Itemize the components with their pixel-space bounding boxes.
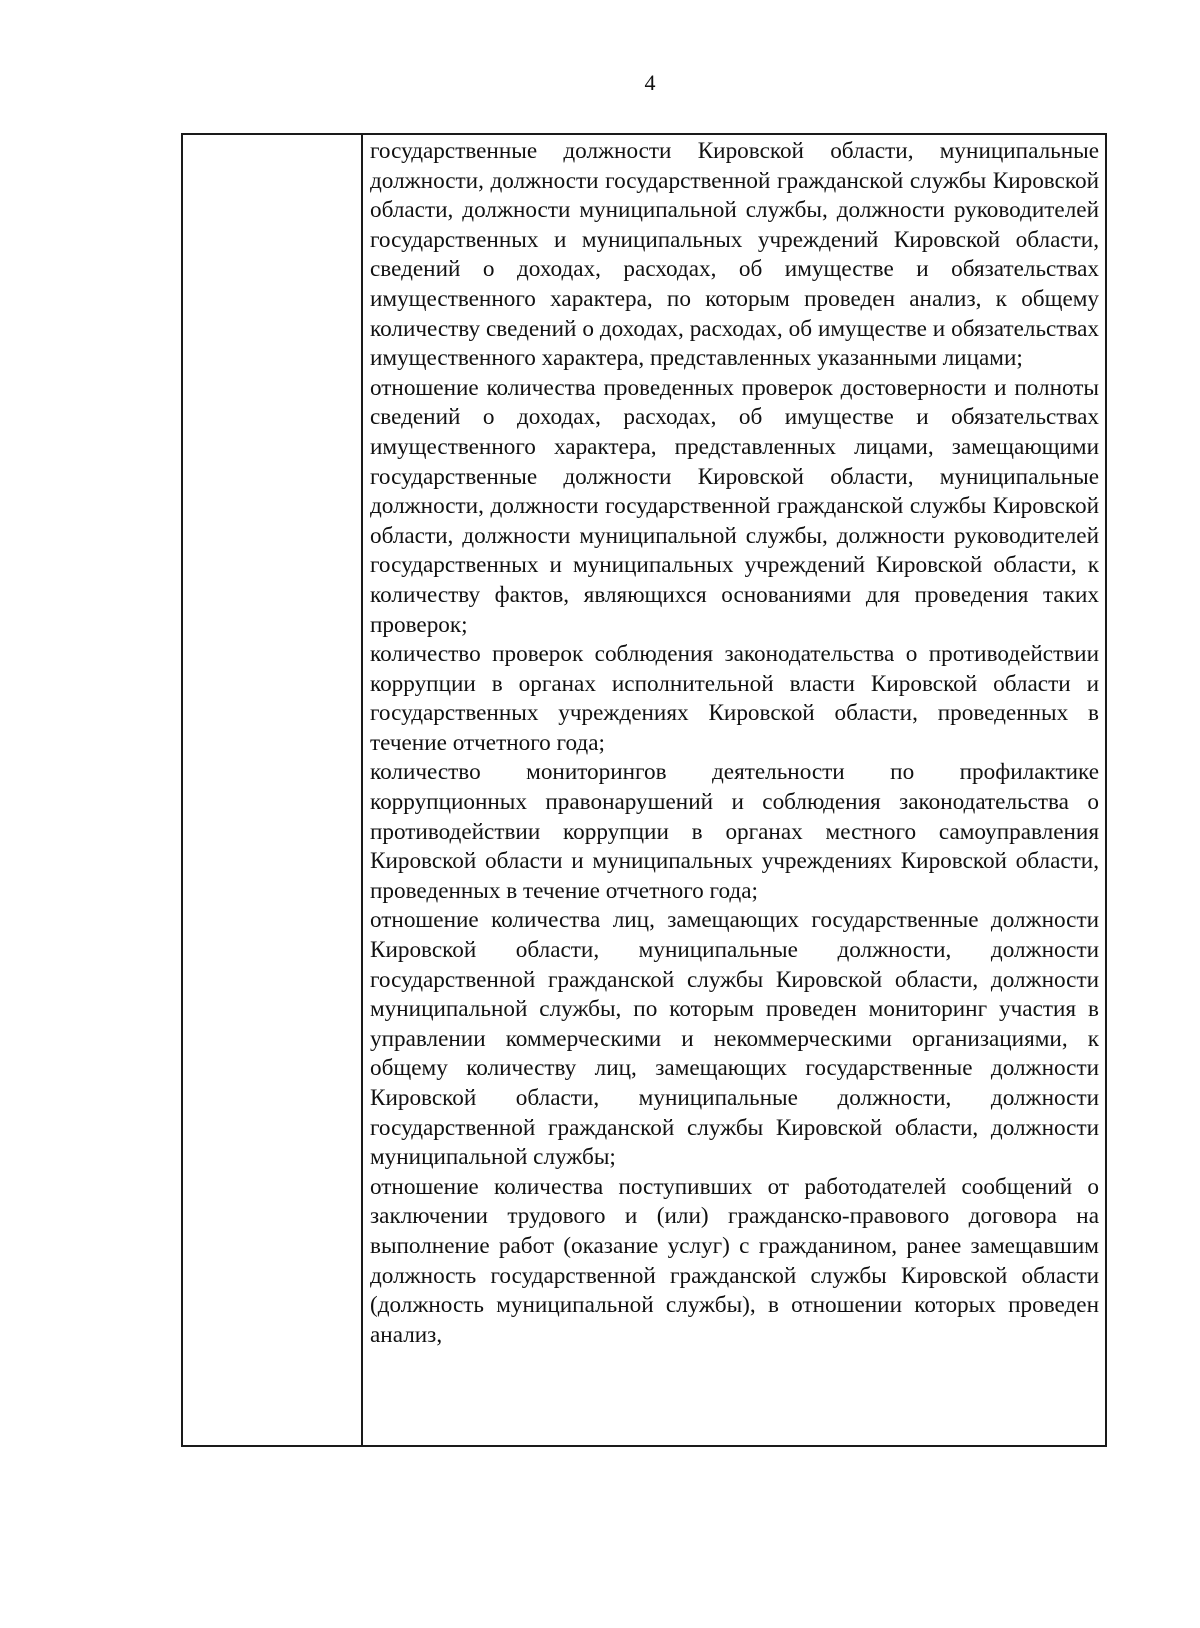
document-table — [181, 133, 1107, 1447]
indicator-paragraph: отношение количества поступивших от работодателей сообщений о заключении трудового и (или) гражданско-правового договора на выполнение работ (оказание услуг) с гражданином, ранее замещавшим должность государственной гражданской службы Кировской области (должность муниципальной службы), в отношении которых проведен анализ, — [370, 1173, 1099, 1348]
indicator-paragraph: отношение количества лиц, замещающих государственные должности Кировской области, муниципальные должности, должности государственной гражданской службы Кировской области, должности муниципальной службы, по которым проведен мониторинг участия в управлении коммерческими и некоммерческими организациями, к общему количеству лиц, замещающих государственные должности Кировской области, муниципальные должности, должности государственной гражданской службы Кировской области, должности муниципальной службы; — [370, 907, 1099, 1171]
table-right-cell — [363, 135, 1105, 1445]
indicator-paragraph: количество проверок соблюдения законодательства о противодействии коррупции в органах исполнительной власти Кировской области и государственных учреждениях Кировской области, проведенных в течение отчетного года; — [370, 641, 1099, 756]
table-left-cell — [183, 135, 363, 1445]
indicator-paragraph: государственные должности Кировской области, муниципальные должности, должности государственной гражданской службы Кировской области, должности муниципальной службы, должности руководителей государственных и муниципальных учреждений Кировской области, сведений о доходах, расходах, об имуществе и обязательствах имущественного характера, по которым проведен анализ, к общему количеству сведений о доходах, расходах, об имуществе и обязательствах имущественного характера, представленных указанными лицами; — [370, 138, 1099, 372]
indicator-paragraph: количество мониторингов деятельности по профилактике коррупционных правонарушений и соблюдения законодательства о противодействии коррупции в органах местного самоуправления Кировской области и муниципальных учреждениях Кировской области, проведенных в течение отчетного года; — [370, 759, 1099, 904]
indicator-paragraph: отношение количества проведенных проверок достоверности и полноты сведений о доходах, расходах, об имуществе и обязательствах имущественного характера, представленных лицами, замещающими государственные должности Кировской области, муниципальные должности, должности государственной гражданской службы Кировской области, должности муниципальной службы, должности руководителей государственных и муниципальных учреждений Кировской области, к количеству фактов, являющихся основаниями для проведения таких проверок; — [370, 374, 1099, 638]
page-number: 4 — [644, 70, 656, 95]
